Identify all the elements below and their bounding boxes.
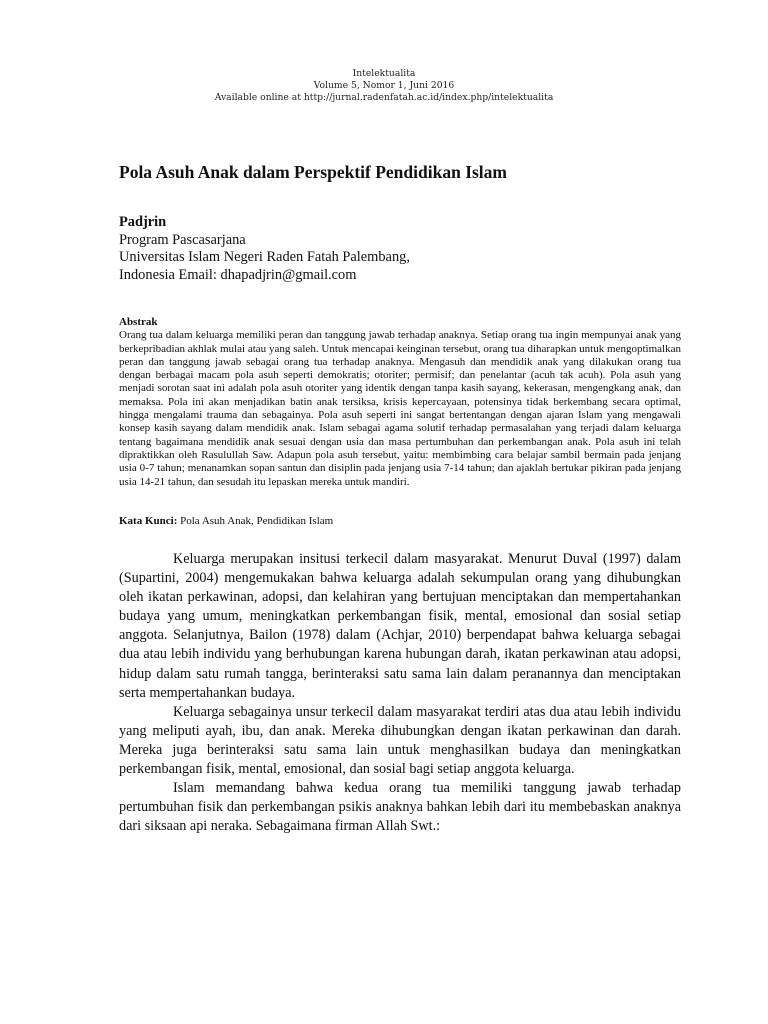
available-online-url[interactable]: Available online at http://jurnal.radenfatah.ac.id/index.php/intelektualita [214, 92, 554, 103]
keywords [119, 515, 681, 528]
journal-header [0, 68, 768, 104]
abstract-heading: Abstrak [119, 316, 158, 328]
author-university: Universitas Islam Negeri Raden Fatah Palembang, [119, 249, 410, 265]
author-email: Indonesia Email: dhapadjrin@gmail.com [119, 266, 357, 283]
journal-name: Intelektualita [352, 68, 416, 79]
abstract-text: Orang tua dalam keluarga memiliki peran dan tanggung jawab terhadap anaknya. Setiap orang tua ingin mempunyai anak yang berkepribadian akhlak mulai atau yang saleh. Untuk mencapai keinginan tersebut, orang tua diharapkan untuk mengoptimalkan peran dan tanggung jawab sebagai orang tua terhadap anaknya. Mengasuh dan mendidik anak yang dilakukan orang tua dengan berbagai macam pola asuh seperti demokratis; otoriter; permisif; dan penelantar (acuh tak acuh). Pola asuh yang menjadi sorotan saat ini adalah pola asuh otoriter yang identik dengan tanpa kasih sayang, kekerasan, mengengkang anak, dan memaksa. Pola ini akan menjadikan batin anak tersiksa, krisis kepercayaan, potensinya tidak berkembang secara optimal, hingga mengalami trauma dan sebagainya. Pola asuh seperti ini sangat bertentangan dengan ajaran Islam yang mengawali konsep kasih sayang dalam mendidik anak. Islam sebagai agama solutif terhadap permasalahan yang terjadi dalam keluarga tentang bagaimana mendidik anak sesuai dengan usia dan masa pertumbuhan dan perkembangan anak. Pola asuh ini telah dipraktikkan oleh Rasulullah Saw. Adapun pola asuh tersebut, yaitu: membimbing cara belajar sambil bermain pada jenjang usia 0-7 tahun; menanamkan sopan santun dan disiplin pada jenjang usia 7-14 tahun; dan ajaklah bertukar pikiran pada jenjang usia 14-21 tahun, dan sesudah itu lepaskan mereka untuk mandiri. [119, 329, 681, 488]
author-block [119, 214, 679, 284]
abstract [119, 316, 681, 489]
body-paragraph: Keluarga sebagainya unsur terkecil dalam masyarakat terdiri atas dua atau lebih individu yang meliputi ayah, ibu, dan anak. Mereka dihubungkan dengan ikatan perkawinan dan darah. Mereka juga berinteraksi satu sama lain untuk menghasilkan budaya dan meningkatkan perkembangan fisik, mental, emosional, dan sosial bagi setiap anggota keluarga. [119, 703, 681, 778]
body-text [119, 550, 681, 836]
body-paragraph: Islam memandang bahwa kedua orang tua memiliki tanggung jawab terhadap pertumbuhan fisik dan perkembangan psikis anaknya bahkan lebih dari itu membebaskan anaknya dari siksaan api neraka. Sebagaimana firman Allah Swt.: [119, 780, 681, 835]
keywords-value: Pola Asuh Anak, Pendidikan Islam [177, 515, 334, 527]
volume-issue: Volume 5, Nomor 1, Juni 2016 [313, 80, 455, 91]
author-name: Padjrin [119, 214, 167, 230]
paper-title: Pola Asuh Anak dalam Perspektif Pendidikan Islam [119, 162, 507, 182]
body-paragraph: Keluarga merupakan insitusi terkecil dalam masyarakat. Menurut Duval (1997) dalam (Supartini, 2004) mengemukakan bahwa keluarga adalah sekumpulan orang yang dihubungkan oleh ikatan perkawinan, adopsi, dan kelahiran yang bertujuan menciptakan dan mempertahankan budaya yang umum, meningkatkan perkembangan fisik, mental, emosional dan sosial setiap anggota. Selanjutnya, Bailon (1978) dalam (Achjar, 2010) berpendapat bahwa keluarga sebagai dua atau lebih individu yang berhubungan karena hubungan darah, ikatan perkawinan atau adopsi, hidup dalam satu rumah tangga, berinteraksi satu sama lain dalam peranannya dan menciptakan serta mempertahankan budaya. [119, 551, 681, 701]
keywords-label: Kata Kunci: [119, 515, 178, 527]
author-program: Program Pascasarjana [119, 231, 246, 248]
